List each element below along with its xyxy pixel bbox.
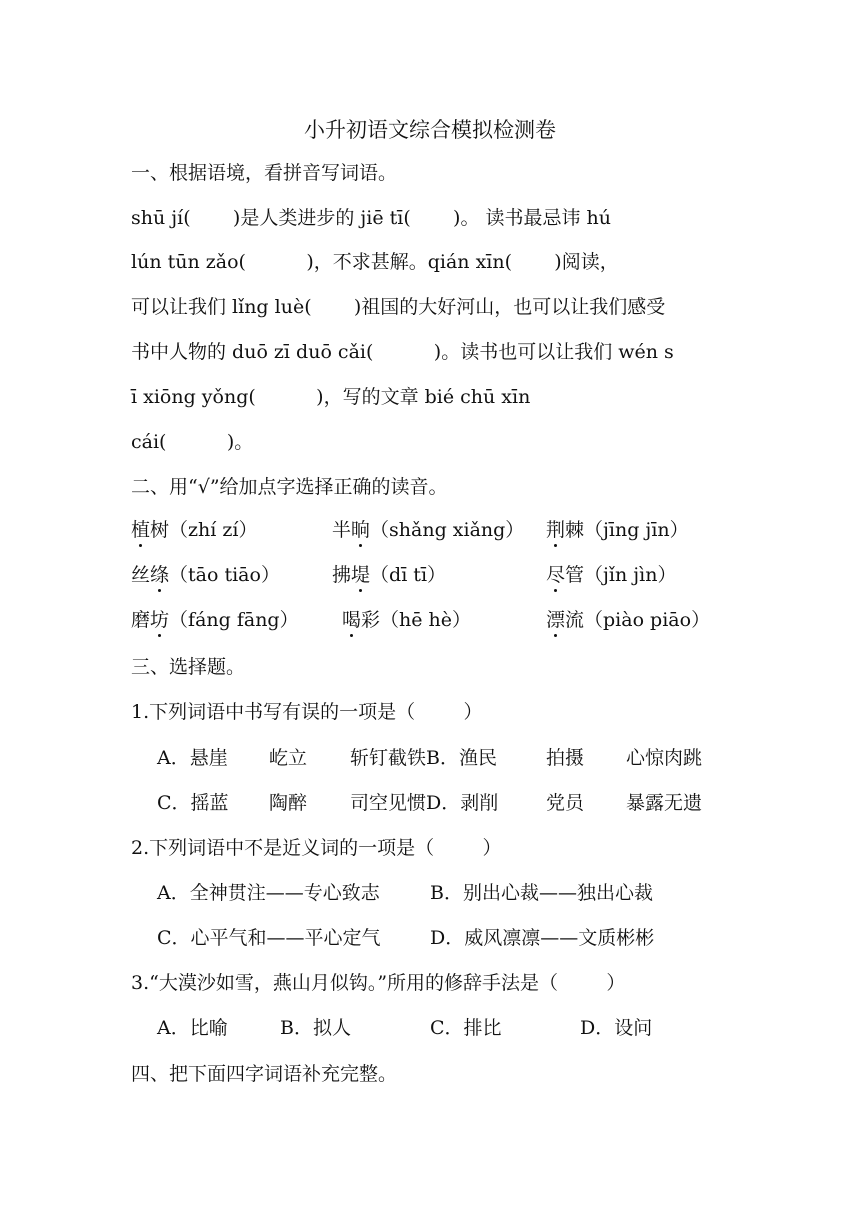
dotted-char: 漂 [546,609,566,631]
dotted-char: 晌 [351,519,371,541]
option-text: 党员 [546,792,585,814]
section-1-line-4: 书中人物的 duō zī duō cǎi( )。读书也可以让我们 wén s [131,341,674,363]
dotted-char: 堤 [351,564,371,586]
option-text: 屹立 [269,747,308,769]
question-3: 3.“大漠沙如雪，燕山月似钩。”所用的修辞手法是（ ） [131,972,626,994]
question-2: 2.下列词语中不是近义词的一项是（ ） [131,837,502,859]
option-text: 暴露无遗 [626,792,703,814]
dotted-char: 植 [131,519,151,541]
section-3-heading: 三、选择题。 [131,656,246,678]
reading-item: 丝绦（tāo tiāo） [131,564,280,586]
section-1-line-3: 可以让我们 lǐng luè( )祖国的大好河山，也可以让我们感受 [131,296,666,318]
section-1-heading: 一、根据语境，看拼音写词语。 [131,162,398,184]
reading-item: 喝彩（hē hè） [342,609,472,631]
dotted-char: 尽 [546,564,566,586]
option-text: 心惊肉跳 [626,747,703,769]
option-text: 司空见惯D．剥削 [350,792,499,814]
section-1-line-2: lún tūn zǎo( )，不求甚解。qián xīn( )阅读， [131,251,619,273]
reading-item: 荆棘（jīng jīn） [546,519,689,541]
dotted-char: 坊 [150,609,170,631]
section-1-line-6: cái( )。 [131,431,254,453]
option-text: A．比喻 [157,1017,228,1039]
page-title: 小升初语文综合模拟检测卷 [304,118,556,142]
section-2-heading: 二、用“√”给加点字选择正确的读音。 [131,476,448,498]
reading-item: 植树（zhí zí） [131,519,258,541]
option-text: 斩钉截铁B．渔民 [350,747,497,769]
option-text: A．悬崖 [157,747,228,769]
option-text: C．心平气和——平心定气 [157,927,381,949]
section-4-heading: 四、把下面四字词语补充完整。 [131,1063,398,1085]
option-text: B．别出心裁——独出心裁 [430,882,653,904]
reading-item: 磨坊（fáng fāng） [131,609,299,631]
dotted-char: 荆 [546,519,566,541]
reading-item: 半晌（shǎng xiǎng） [332,519,525,541]
option-text: C．摇蓝 [157,792,229,814]
option-text: D．设问 [580,1017,653,1039]
option-text: B．拟人 [280,1017,351,1039]
option-text: 拍摄 [546,747,585,769]
option-text: 陶醉 [269,792,308,814]
section-1-line-1: shū jí( )是人类进步的 jiē tī( )。 读书最忌讳 hú [131,207,611,229]
reading-item: 尽管（jǐn jìn） [546,564,677,586]
question-1: 1.下列词语中书写有误的一项是（ ） [131,701,483,723]
dotted-char: 喝 [342,609,362,631]
option-text: D．威风凛凛——文质彬彬 [430,927,655,949]
option-text: C．排比 [430,1017,502,1039]
reading-item: 漂流（piào piāo） [546,609,711,631]
dotted-char: 绦 [150,564,170,586]
option-text: A．全神贯注——专心致志 [157,882,380,904]
section-1-line-5: ī xiōng yǒng( )，写的文章 bié chū xīn [131,386,531,408]
reading-item: 拂堤（dī tī） [332,564,447,586]
